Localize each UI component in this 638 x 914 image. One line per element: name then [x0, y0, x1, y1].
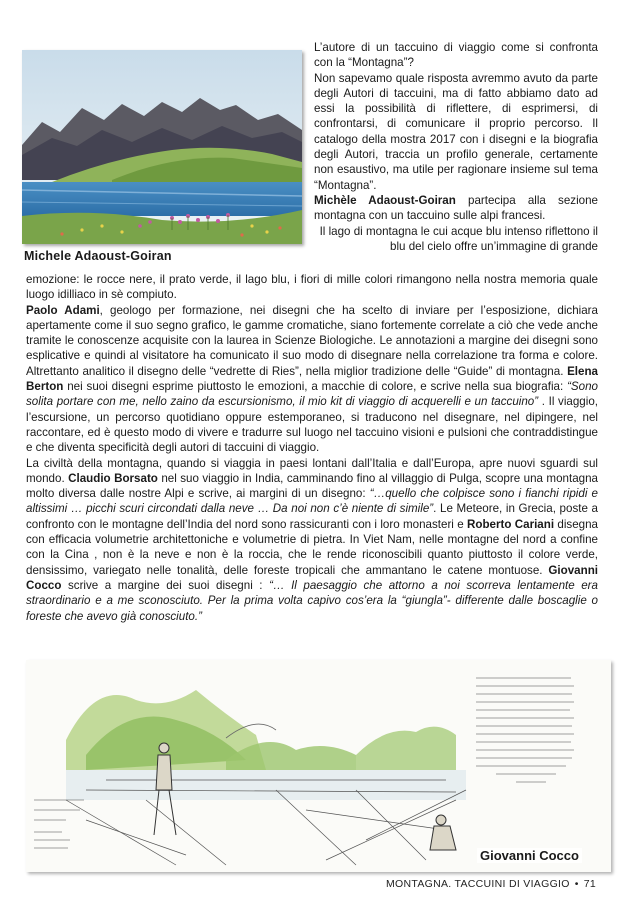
paragraph-adaoust-continued: Il lago di montagna le cui acque blu intenso riflettono il blu del cielo offre un’immagine di grande [319, 224, 598, 253]
paragraph-intro: Non sapevamo quale risposta avremmo avuto da parte degli Autori di taccuini, ma di fatto abbiamo dato ad essi la possibilità di riflettere, di esprimersi, di confrontarsi, di comunicare il proprio percorso. Il catalogo della mostra 2017 con i disegni e la biografia degli Autori, traccia un profilo generale, certamente non esaustivo, ma utile per ragionare insieme sul tema “Montagna”. [314, 71, 598, 192]
author-name: Giovanni Cocco [26, 563, 598, 592]
watercolor-image [22, 50, 302, 244]
sketch-image [26, 660, 611, 872]
author-name: Paolo Adami [26, 303, 100, 317]
page-number: 71 [583, 878, 596, 890]
figure-caption-bottom: Giovanni Cocco [477, 848, 582, 863]
author-name: Elena Berton [26, 364, 598, 394]
quote: “…quello che colpisce sono i fianchi ripidi e altissimi … picchi scuri circondati dalla neve … Da noi non c’è niente di simile” [26, 487, 599, 516]
author-name: Claudio Borsato [68, 471, 158, 485]
paragraph-adaoust: Michèle Adaoust-Goiran partecipa alla sezione montagna con un taccuino sulle alpi francesi. [314, 193, 598, 223]
paragraph-adami-berton: Paolo Adami, geologo per formazione, nei disegni che ha scelto di inviare per l’esposizione, dichiara apertamente come il suo segno grafico, le gamme cromatiche, siano fortemente correlate a ciò che vede anche tramite le conoscenze acquisite con la laurea in Scienze Biologiche. Le annotazioni a margine dei disegni sono esplicative e quindi al visitatore ha comunicato il suo modo di disegnare nella correlazione tra forma e colore. Altrettanto analitico il disegno delle “vedrette di Ries”, nella miglior tradizione delle “Guide” di montagna. Elena Berton nei suoi disegni esprime piuttosto le emozioni, a macchie di colore, e scrive nella sua biografia: “Sono solita portare con me, nello zaino da escursionismo, il mio kit di viaggio di acquerelli e un taccuino” . Il viaggio, l’escursione, un percorso quotidiano oppure estemporaneo, si traducono nel disegnare, nel dipingere, nel raccontare, ed è questo modo di vivere e tradurre sul luogo nel taccuino visioni e pulsioni che contraddistingue e che diventa specificità degli autori di taccuini di viaggio. [26, 303, 598, 455]
figure-caption-top: Michele Adaoust-Goiran [24, 249, 172, 263]
right-column-text [314, 40, 598, 254]
author-name: Roberto Cariani [466, 517, 555, 531]
quote: “… Il paesaggio che attorno a noi scorreva lentamente era straordinario e a me sconosciuto. Per la prima volta capivo cos’era la “giungla”- differente dalle boscaglie o foreste che avevo già conosciuto.” [26, 578, 598, 623]
quote: “Sono solita portare con me, nello zaino da escursionismo, il mio kit di viaggio di acquerelli e un taccuino” [26, 380, 598, 409]
rice-field-sketch [26, 660, 611, 872]
author-name: Michèle Adaoust-Goiran [314, 193, 456, 207]
main-body-text [26, 272, 598, 624]
paragraph-intro-question: L’autore di un taccuino di viaggio come si confronta con la “Montagna”? [314, 41, 598, 70]
lake-mountain-watercolor [22, 50, 302, 244]
bullet-icon: • [574, 878, 579, 890]
page-footer [386, 878, 596, 890]
paragraph-adaoust-end: emozione: le rocce nere, il prato verde, il lago blu, i fiori di mille colori rimangono nella nostra memoria quale luogo idilliaco in sè compiuto. [26, 273, 598, 302]
paragraph-borsato-cariani-cocco: La civiltà della montagna, quando si viaggia in paesi lontani dall’Italia e dall’Europa, apre nuovi sguardi sul mondo. Claudio Borsato nel suo viaggio in India, camminando fino al villaggio di Pulga, scopre una montagna molto diversa dalle nostre Alpi e scrive, ai margini di un disegno: “…quello che colpisce sono i fianchi ripidi e altissimi … picchi scuri circondati dalla neve … Da noi non c’è niente di simile”. Le Meteore, in Grecia, poste a confronto con le montagne dell’India del nord sono rassicuranti con i loro monasteri e Roberto Cariani disegna con efficacia volumetrie architettoniche e volumetrie di pietra. In Viet Nam, nelle montagne del nord a confine con la Cina , non è la neve e non è la roccia, che le rende riconoscibili quanto piuttosto il colore verde, densissimo, variegato nelle tonalità, delle foreste tropicali che ammantano le catene montuose. Giovanni Cocco scrive a margine dei suoi disegni : “… Il paesaggio che attorno a noi scorreva lentamente era straordinario e a me sconosciuto. Per la prima volta capivo cos’era la “giungla”- differente dalle boscaglie o foreste che avevo già conosciuto.” [26, 456, 599, 623]
running-footer-title: MONTAGNA. TACCUINI DI VIAGGIO [386, 878, 570, 890]
